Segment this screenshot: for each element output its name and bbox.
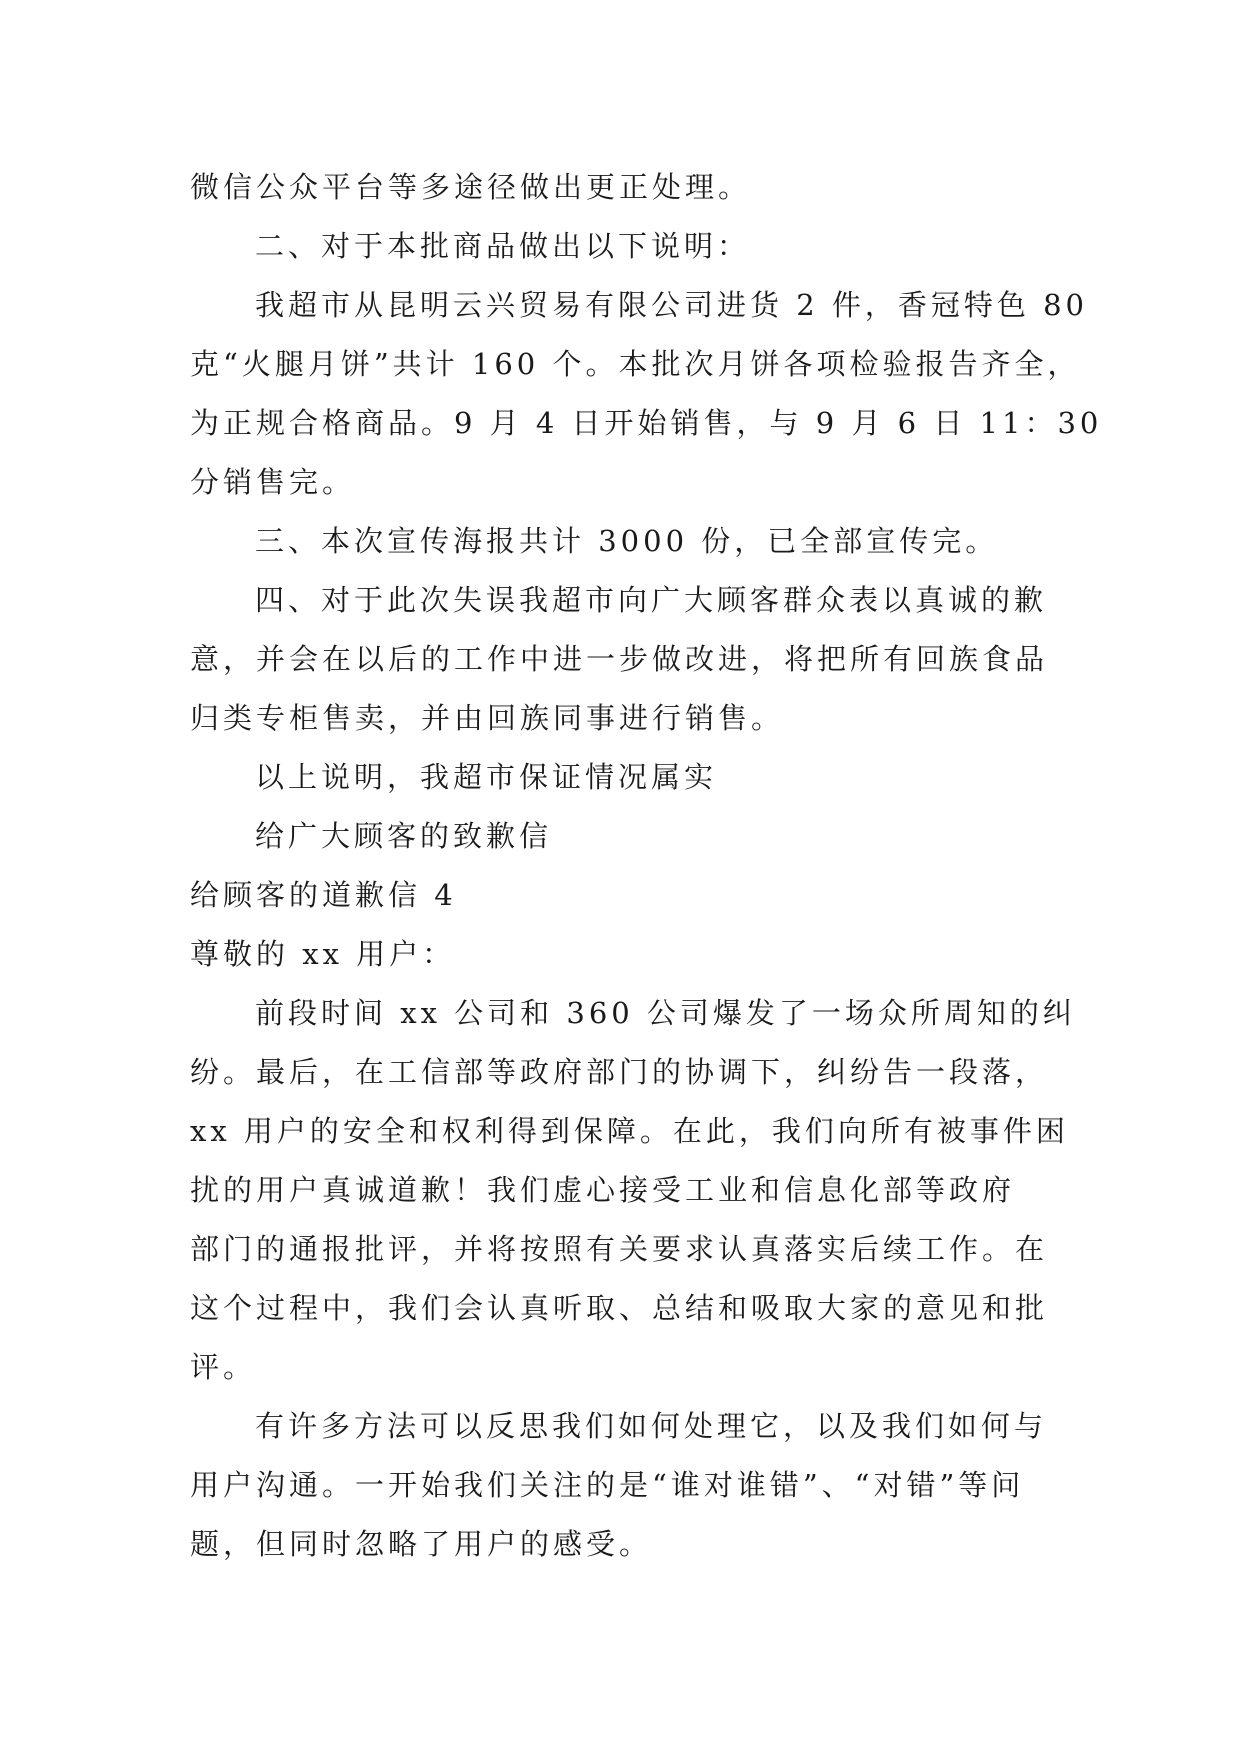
body-line: 题，但同时忽略了用户的感受。: [190, 1527, 653, 1561]
closing-statement: 以上说明，我超市保证情况属实: [255, 760, 718, 794]
body-line: 分销售完。: [190, 465, 356, 499]
body-line: xx 用户的安全和权利得到保障。在此，我们向所有被事件困: [190, 1114, 1069, 1148]
section-heading-2: 二、对于本批商品做出以下说明：: [255, 229, 751, 263]
body-line: 部门的通报批评，并将按照有关要求认真落实后续工作。在: [190, 1232, 1049, 1266]
letter-signoff: 给广大顾客的致歉信: [255, 819, 553, 853]
section-heading-4: 四、对于此次失误我超市向广大顾客群众表以真诚的歉: [255, 583, 1048, 617]
body-line: 为正规合格商品。9 月 4 日开始销售，与 9 月 6 日 11：30: [190, 406, 1103, 440]
body-line: 用户沟通。一开始我们关注的是“谁对谁错”、“对错”等问: [190, 1468, 1025, 1502]
body-line: 有许多方法可以反思我们如何处理它，以及我们如何与: [255, 1409, 1048, 1443]
body-line: 意，并会在以后的工作中进一步做改进，将把所有回族食品: [190, 642, 1049, 676]
document-body: [190, 158, 1103, 1574]
body-line: 扰的用户真诚道歉！我们虚心接受工业和信息化部等政府: [190, 1173, 1016, 1207]
body-line: 前段时间 xx 公司和 360 公司爆发了一场众所周知的纠: [255, 996, 1076, 1030]
body-line: 我超市从昆明云兴贸易有限公司进货 2 件，香冠特色 80: [255, 288, 1089, 322]
salutation: 尊敬的 xx 用户：: [190, 937, 456, 971]
letter-title: 给顾客的道歉信 4: [190, 878, 457, 912]
body-line: 评。: [190, 1350, 257, 1384]
body-line: 微信公众平台等多途径做出更正处理。: [190, 170, 752, 204]
body-line: 纷。最后，在工信部等政府部门的协调下，纠纷告一段落，: [190, 1055, 1049, 1089]
body-line: 这个过程中，我们会认真听取、总结和吸取大家的意见和批: [190, 1291, 1049, 1325]
body-line: 归类专柜售卖，并由回族同事进行销售。: [190, 701, 785, 735]
section-heading-3: 三、本次宣传海报共计 3000 份，已全部宣传完。: [255, 524, 999, 558]
body-line: 克“火腿月饼”共计 160 个。本批次月饼各项检验报告齐全，: [190, 347, 1081, 381]
